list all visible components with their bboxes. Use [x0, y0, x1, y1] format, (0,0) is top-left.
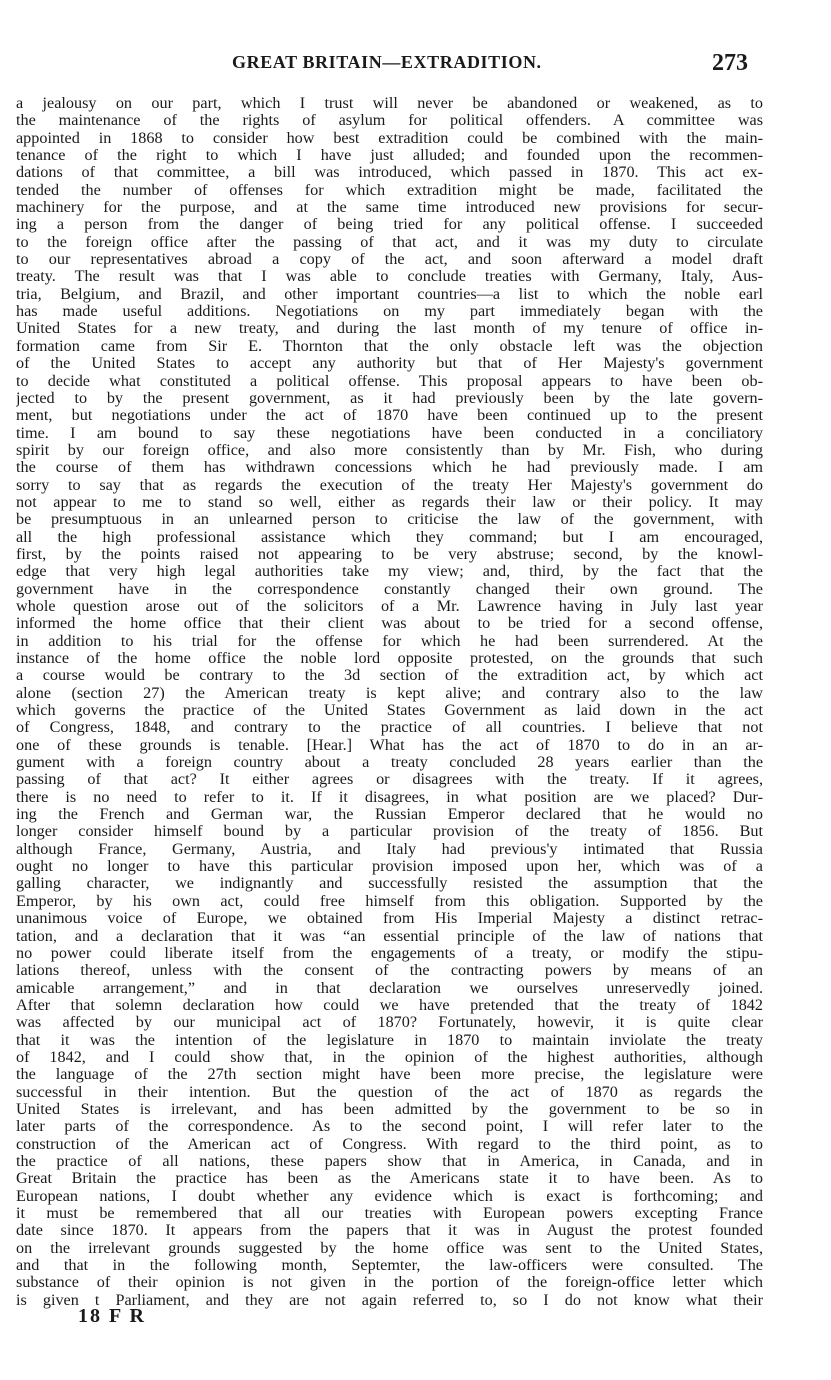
text-line: unanimous voice of Europe, we obtained from His Imperial Majesty a distinct retrac- — [16, 910, 763, 928]
text-line: After that solemn declaration how could we have pretended that the treaty of 1842 — [16, 996, 763, 1014]
text-line: amicable arrangement,” and in that declaration we ourselves unreservedly joined. — [16, 979, 763, 997]
text-line: ought no longer to have this particular provision imposed upon her, which was of a — [16, 858, 763, 876]
text-line: whole question arose out of the solicitors of a Mr. Lawrence having in July last year — [16, 597, 763, 615]
text-line: substance of their opinion is not given in the portion of the foreign-office letter which — [16, 1274, 763, 1292]
text-line: alone (section 27) the American treaty is kept alive; and contrary also to the law — [16, 684, 763, 702]
text-line: construction of the American act of Congress. With regard to the third point, as to — [16, 1135, 763, 1153]
text-line: longer consider himself bound by a particular provision of the treaty of 1856. But — [16, 823, 763, 841]
text-line: of Congress, 1848, and contrary to the practice of all countries. I believe that not — [16, 719, 763, 737]
text-line: jected to by the present government, as it had previously been by the late govern- — [16, 389, 763, 407]
running-header — [0, 52, 831, 82]
text-line: not appear to me to stand so well, either as regards their law or their policy. It may — [16, 493, 763, 511]
text-line: it must be remembered that all our treaties with European powers excepting France — [16, 1205, 763, 1222]
text-line: tation, and a declaration that it was “an essential principle of the law of nations that — [16, 927, 763, 945]
text-line: gument with a foreign country about a treaty concluded 28 years earlier than the — [16, 754, 763, 772]
text-line: first, by the points raised not appearing to be very abstruse; second, by the knowl- — [16, 545, 763, 563]
text-line: to our representatives abroad a copy of the act, and soon afterward a model draft — [16, 251, 763, 269]
text-line: tria, Belgium, and Brazil, and other important countries—a list to which the noble earl — [16, 285, 763, 303]
text-line: to decide what constituted a political offense. This proposal appears to have been ob- — [16, 372, 763, 390]
text-line: galling character, we indignantly and successfully resisted the assumption that the — [16, 875, 763, 893]
text-line: edge that very high legal authorities take my view; and, third, by the fact that the — [16, 563, 763, 581]
text-line: ment, but negotiations under the act of 1870 have been continued up to the present — [16, 407, 763, 425]
text-line: was affected by our municipal act of 1870? Fortunately, howevir, it is quite clear — [16, 1014, 763, 1032]
text-line: sorry to say that as regards the execution of the treaty Her Majesty's government do — [16, 476, 763, 494]
text-line: Emperor, by his own act, could free himself from this obligation. Supported by the — [16, 892, 763, 910]
text-line: United States for a new treaty, and during the last month of my tenure of office in- — [16, 320, 763, 338]
text-line: appointed in 1868 to consider how best extradition could be combined with the main- — [16, 129, 763, 147]
text-line: lations thereof, unless with the consent of the contracting powers by means of an — [16, 962, 763, 980]
text-line: the maintenance of the rights of asylum for political offenders. A committee was — [16, 112, 763, 130]
text-line: that it was the intention of the legislature in 1870 to maintain inviolate the treaty — [16, 1031, 763, 1049]
text-line: a jealousy on our part, which I trust will never be abandoned or weakened, as to — [16, 95, 763, 112]
text-line: time. I am bound to say these negotiations have been conducted in a conciliatory — [16, 424, 763, 442]
body-text — [16, 95, 763, 1309]
text-line: informed the home office that their client was about to be tried for a second offense, — [16, 615, 763, 633]
text-line: no power could liberate itself from the engagements of a treaty, or modify the stipu- — [16, 944, 763, 962]
text-line: which governs the practice of the United States Government as laid down in the act — [16, 702, 763, 720]
text-line: is given t Parliament, and they are not again referred to, so I do not know what their — [16, 1291, 763, 1309]
text-line: date since 1870. It appears from the papers that it was in August the protest founded — [16, 1222, 763, 1240]
text-line: ing the French and German war, the Russian Emperor declared that he would no — [16, 806, 763, 824]
page-number: 273 — [712, 50, 748, 76]
text-line: the practice of all nations, these papers show that in America, in Canada, and in — [16, 1152, 763, 1170]
running-title: GREAT BRITAIN—EXTRADITION. — [232, 52, 542, 72]
text-line: in addition to his trial for the offense for which he had been surrendered. At the — [16, 632, 763, 650]
text-line: the course of them has withdrawn concessions which he had previously made. I am — [16, 459, 763, 477]
text-line: formation came from Sir E. Thornton that the only obstacle left was the objection — [16, 337, 763, 355]
text-line: has made useful additions. Negotiations on my part immediately began with the — [16, 303, 763, 321]
text-line: United States is irrelevant, and has been admitted by the government to be so in — [16, 1100, 763, 1118]
text-line: of the United States to accept any authority but that of Her Majesty's government — [16, 355, 763, 373]
text-line: machinery for the purpose, and at the same time introduced new provisions for secur- — [16, 199, 763, 217]
text-line: European nations, I doubt whether any evidence which is exact is forthcoming; and — [16, 1187, 763, 1205]
text-line: successful in their intention. But the question of the act of 1870 as regards the — [16, 1083, 763, 1101]
text-line: be presumptuous in an unlearned person to criticise the law of the government, with — [16, 511, 763, 529]
text-line: instance of the home office the noble lord opposite protested, on the grounds that such — [16, 650, 763, 667]
text-line: all the high professional assistance which they command; but I am encouraged, — [16, 528, 763, 546]
text-line: of 1842, and I could show that, in the opinion of the highest authorities, although — [16, 1048, 763, 1066]
text-line: tended the number of offenses for which extradition might be made, facilitated the — [16, 181, 763, 199]
text-line: to the foreign office after the passing of that act, and it was my duty to circulate — [16, 233, 763, 251]
text-line: treaty. The result was that I was able to conclude treaties with Germany, Italy, Aus- — [16, 268, 763, 286]
text-line: one of these grounds is tenable. [Hear.] What has the act of 1870 to do in an ar- — [16, 736, 763, 754]
signature-mark: 18 F R — [78, 1305, 146, 1327]
text-line: the language of the 27th section might have been more precise, the legislature were — [16, 1066, 763, 1084]
text-line: Great Britain the practice has been as the Americans state it to have been. As to — [16, 1170, 763, 1188]
text-line: government have in the correspondence constantly changed their own ground. The — [16, 580, 763, 598]
text-line: on the irrelevant grounds suggested by the home office was sent to the United States, — [16, 1239, 763, 1257]
text-line: there is no need to refer to it. If it disagrees, in what position are we placed? Dur- — [16, 788, 763, 806]
text-line: dations of that committee, a bill was introduced, which passed in 1870. This act ex- — [16, 164, 763, 182]
text-line: and that in the following month, Septemter, the law-officers were consulted. The — [16, 1257, 763, 1275]
text-line: passing of that act? It either agrees or disagrees with the treaty. If it agrees, — [16, 771, 763, 789]
text-line: tenance of the right to which I have just alluded; and founded upon the recommen- — [16, 147, 763, 165]
text-line: later parts of the correspondence. As to the second point, I will refer later to the — [16, 1118, 763, 1136]
text-line: ing a person from the danger of being tried for any political offense. I succeeded — [16, 216, 763, 234]
text-line: a course would be contrary to the 3d section of the extradition act, by which act — [16, 667, 763, 685]
text-line: although France, Germany, Austria, and Italy had previous'y intimated that Russia — [16, 840, 763, 858]
text-line: spirit by our foreign office, and also more consistently than by Mr. Fish, who during — [16, 441, 763, 459]
